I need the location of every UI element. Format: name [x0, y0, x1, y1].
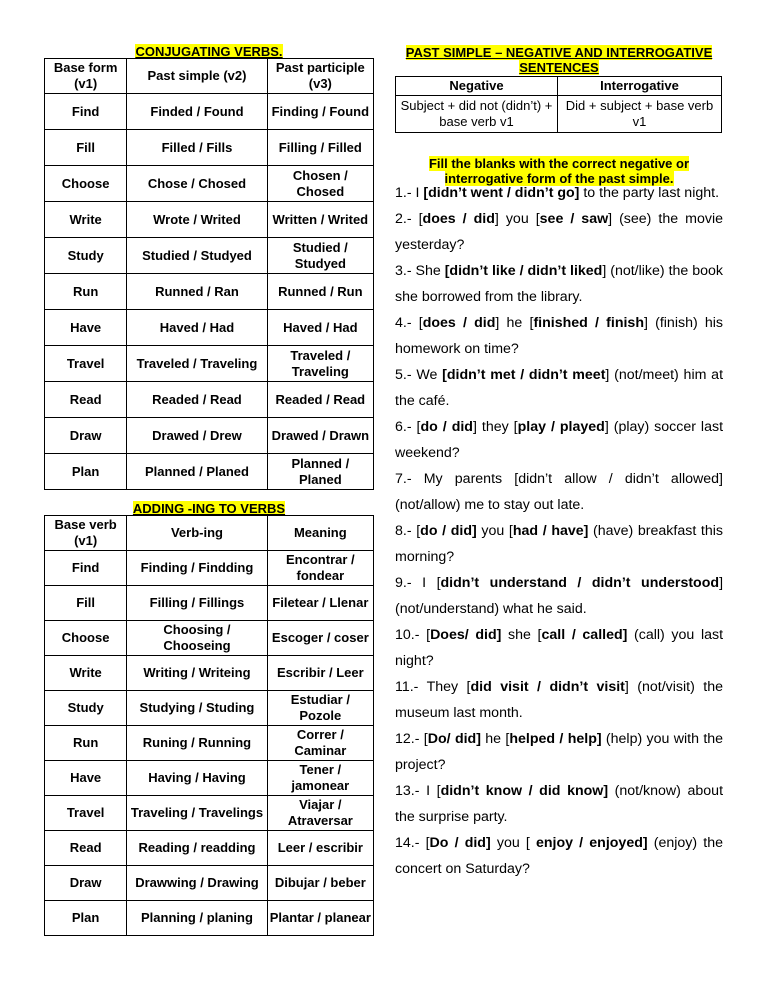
table-row — [45, 166, 374, 202]
table-cell: Choosing / Chooseing — [127, 621, 267, 656]
table-cell: Planning / planing — [127, 901, 267, 936]
table-row — [45, 454, 374, 490]
exercise-item — [395, 726, 723, 778]
table-cell: Having / Having — [127, 761, 267, 796]
exercise-number: 3.- — [395, 263, 416, 279]
header-cell: Base verb (v1) — [45, 516, 127, 551]
table-cell: Chose / Chosed — [127, 166, 267, 202]
table-row — [45, 761, 374, 796]
exercise-number: 8.- — [395, 523, 417, 539]
adding-ing-title: ADDING -ING TO VERBS — [132, 501, 286, 516]
sentence-text: (not/know) about the surprise party. — [395, 783, 724, 825]
table-cell: Viajar / Atraversar — [267, 796, 373, 831]
exercise-item — [395, 362, 723, 414]
table-row — [45, 382, 374, 418]
answer-option: play / played — [517, 419, 605, 435]
exercise-item — [395, 622, 723, 674]
table-cell: Choose — [45, 621, 127, 656]
header-cell: Verb-ing — [127, 516, 267, 551]
table-row — [45, 346, 374, 382]
adding-ing-table — [44, 515, 374, 936]
negative-rule: Subject + did not (didn’t) + base verb v1 — [396, 96, 558, 133]
conjugating-table — [44, 58, 374, 490]
answer-option: Do / did] — [429, 835, 491, 851]
answer-option: does / did — [422, 315, 496, 331]
answer-option: do / did — [420, 419, 473, 435]
exercise-item — [395, 414, 723, 466]
sentence-text: [ — [418, 315, 423, 331]
answer-option: does / did — [422, 211, 495, 227]
table-cell: Haved / Had — [127, 310, 267, 346]
table-cell: Written / Writed — [267, 202, 373, 238]
sentence-text: (help) you with the project? — [395, 731, 724, 773]
table-cell: Plan — [45, 901, 127, 936]
header-cell: Past participle (v3) — [267, 59, 373, 94]
table-cell: Study — [45, 238, 127, 274]
table-cell: Planned / Planed — [267, 454, 373, 490]
header-cell: Meaning — [267, 516, 373, 551]
answer-option: helped / help] — [509, 731, 602, 747]
table-cell: Drawed / Drew — [127, 418, 267, 454]
table-row — [45, 238, 374, 274]
table-row — [45, 831, 374, 866]
table-cell: Finding / Findding — [127, 551, 267, 586]
table-cell: Tener / jamonear — [267, 761, 373, 796]
table-cell: Finding / Found — [267, 94, 373, 130]
table-cell: Drawed / Drawn — [267, 418, 373, 454]
table-row — [45, 796, 374, 831]
answer-option: do / did] — [420, 523, 477, 539]
answer-option: [didn’t went / didn’t go] — [423, 185, 580, 201]
sentence-text: I [ — [422, 575, 441, 591]
header-cell: Past simple (v2) — [127, 59, 267, 94]
table-cell: Draw — [45, 418, 127, 454]
table-cell: Haved / Had — [267, 310, 373, 346]
table-cell: Readed / Read — [127, 382, 267, 418]
exercise-number: 11.- — [395, 679, 427, 695]
table-row — [45, 94, 374, 130]
sentence-text: he [ — [480, 731, 510, 747]
sentence-text: [ — [416, 419, 421, 435]
table-cell: Fill — [45, 130, 127, 166]
sentence-text: ] he [ — [495, 315, 534, 331]
exercise-number: 5.- — [395, 367, 417, 383]
exercise-item — [395, 674, 723, 726]
exercise-number: 10.- — [395, 627, 427, 643]
exercise-item — [395, 518, 723, 570]
table-cell: Studied / Studyed — [267, 238, 373, 274]
table-row — [396, 96, 722, 133]
sentence-text: They [ — [426, 679, 471, 695]
table-cell: Runned / Ran — [127, 274, 267, 310]
exercise-item — [395, 570, 723, 622]
sentence-text: ] they [ — [472, 419, 518, 435]
table-cell: Travel — [45, 796, 127, 831]
exercise-number: 6.- — [395, 419, 417, 435]
table-header-row — [396, 77, 722, 96]
table-header-row — [45, 59, 374, 94]
table-cell: Write — [45, 202, 127, 238]
table-cell: Escoger / coser — [267, 621, 373, 656]
exercise-number: 4.- — [395, 315, 419, 331]
answer-option: [didn’t like / didn’t liked — [444, 263, 603, 279]
table-row — [45, 418, 374, 454]
sentence-text: she [ — [501, 627, 542, 643]
table-cell: Runned / Run — [267, 274, 373, 310]
answer-option: see / saw — [539, 211, 609, 227]
sentence-text: to the party last night. — [579, 185, 720, 201]
table-row — [45, 901, 374, 936]
sentence-text: [ — [418, 211, 423, 227]
table-row — [45, 621, 374, 656]
sentence-text: (call) you last night? — [395, 627, 724, 669]
interrogative-rule: Did + subject + base verb v1 — [558, 96, 722, 133]
sentence-text: [ — [423, 731, 428, 747]
table-cell: Runing / Running — [127, 726, 267, 761]
sentence-text: [ — [416, 523, 421, 539]
header-cell: Interrogative — [558, 77, 722, 96]
exercise-number: 1.- — [395, 185, 416, 201]
table-row — [45, 310, 374, 346]
table-cell: Choose — [45, 166, 127, 202]
header-cell: Base form (v1) — [45, 59, 127, 94]
exercise-list — [395, 180, 723, 882]
exercise-item — [395, 180, 723, 206]
header-cell: Negative — [396, 77, 558, 96]
sentence-text: [ — [426, 627, 431, 643]
table-row — [45, 274, 374, 310]
table-cell: Dibujar / beber — [267, 866, 373, 901]
answer-option: did visit / didn’t visit — [470, 679, 625, 695]
table-cell: Estudiar / Pozole — [267, 691, 373, 726]
sentence-text: I [ — [426, 783, 441, 799]
sentence-text: I — [415, 185, 424, 201]
sentence-text: (have) breakfast this morning? — [395, 523, 723, 565]
table-cell: Escribir / Leer — [267, 656, 373, 691]
answer-option: [didn’t met / didn’t meet — [442, 367, 606, 383]
answer-option: didn’t understand / didn’t understood — [440, 575, 720, 591]
answer-option: had / have] — [512, 523, 589, 539]
sentence-text: you [ — [490, 835, 536, 851]
table-row — [45, 726, 374, 761]
past-simple-table — [395, 76, 722, 133]
table-cell: Plan — [45, 454, 127, 490]
sentence-text: ] (not/visit) the museum last month. — [395, 679, 723, 721]
table-cell: Have — [45, 310, 127, 346]
table-cell: Traveled / Traveling — [127, 346, 267, 382]
table-cell: Reading / readding — [127, 831, 267, 866]
answer-option: Does/ did] — [430, 627, 502, 643]
table-cell: Filled / Fills — [127, 130, 267, 166]
table-row — [45, 656, 374, 691]
table-cell: Studied / Studyed — [127, 238, 267, 274]
table-cell: Writing / Writeing — [127, 656, 267, 691]
answer-option: Do/ did] — [427, 731, 481, 747]
table-cell: Traveled / Traveling — [267, 346, 373, 382]
table-cell: Encontrar / fondear — [267, 551, 373, 586]
table-cell: Fill — [45, 586, 127, 621]
table-row — [45, 202, 374, 238]
exercise-item — [395, 830, 723, 882]
exercise-number: 13.- — [395, 783, 427, 799]
table-cell: Traveling / Travelings — [127, 796, 267, 831]
table-cell: Filling / Filled — [267, 130, 373, 166]
exercise-item — [395, 258, 723, 310]
sentence-text: [ — [425, 835, 430, 851]
table-cell: Find — [45, 94, 127, 130]
exercise-number: 14.- — [395, 835, 426, 851]
sentence-text: you [ — [476, 523, 513, 539]
table-cell: Draw — [45, 866, 127, 901]
table-row — [45, 691, 374, 726]
table-cell: Travel — [45, 346, 127, 382]
table-cell: Study — [45, 691, 127, 726]
answer-option: enjoy / enjoyed] — [535, 835, 648, 851]
exercise-number: 9.- — [395, 575, 423, 591]
sentence-text: We — [416, 367, 443, 383]
answer-option: didn’t know / did know] — [440, 783, 609, 799]
exercise-item — [395, 310, 723, 362]
sentence-text: My parents [didn’t allow / didn’t allowed] (not/allow) me to stay out late. — [395, 471, 723, 513]
table-cell: Readed / Read — [267, 382, 373, 418]
conjugating-title: CONJUGATING VERBS. — [135, 44, 283, 59]
table-header-row — [45, 516, 374, 551]
sentence-text: ] (see) the movie yesterday? — [395, 211, 723, 253]
exercise-number: 2.- — [395, 211, 419, 227]
exercise-number: 12.- — [395, 731, 424, 747]
answer-option: finished / finish — [533, 315, 644, 331]
exercise-instruction: Fill the blanks with the correct negative or interrogative form of the past simple. — [428, 156, 690, 186]
table-cell: Correr / Caminar — [267, 726, 373, 761]
sentence-text: ] (not/meet) him at the café. — [395, 367, 724, 409]
exercise-number: 7.- — [395, 471, 424, 487]
table-row — [45, 866, 374, 901]
past-simple-title: PAST SIMPLE – NEGATIVE AND INTERROGATIVE SENTENCES — [405, 45, 713, 75]
sentence-text: ] (finish) his homework on time? — [395, 315, 724, 357]
sentence-text: ] (not/understand) what he said. — [395, 575, 724, 617]
table-cell: Filling / Fillings — [127, 586, 267, 621]
sentence-text: ] (play) soccer last weekend? — [395, 419, 724, 461]
sentence-text: (enjoy) the concert on Saturday? — [395, 835, 723, 877]
table-cell: Chosen / Chosed — [267, 166, 373, 202]
table-row — [45, 551, 374, 586]
table-cell: Leer / escribir — [267, 831, 373, 866]
table-row — [45, 586, 374, 621]
answer-option: call / called] — [541, 627, 628, 643]
table-cell: Wrote / Writed — [127, 202, 267, 238]
table-cell: Planned / Planed — [127, 454, 267, 490]
table-cell: Run — [45, 726, 127, 761]
exercise-item — [395, 206, 723, 258]
exercise-item — [395, 466, 723, 518]
exercise-item — [395, 778, 723, 830]
table-row — [45, 130, 374, 166]
table-cell: Finded / Found — [127, 94, 267, 130]
sentence-text: She — [415, 263, 445, 279]
table-cell: Studying / Studing — [127, 691, 267, 726]
sentence-text: ] you [ — [494, 211, 540, 227]
table-cell: Read — [45, 831, 127, 866]
table-cell: Filetear / Llenar — [267, 586, 373, 621]
table-cell: Have — [45, 761, 127, 796]
table-cell: Drawwing / Drawing — [127, 866, 267, 901]
table-cell: Write — [45, 656, 127, 691]
table-cell: Find — [45, 551, 127, 586]
sentence-text: ] (not/like) the book she borrowed from the library. — [395, 263, 723, 305]
table-cell: Read — [45, 382, 127, 418]
table-cell: Plantar / planear — [267, 901, 373, 936]
table-cell: Run — [45, 274, 127, 310]
